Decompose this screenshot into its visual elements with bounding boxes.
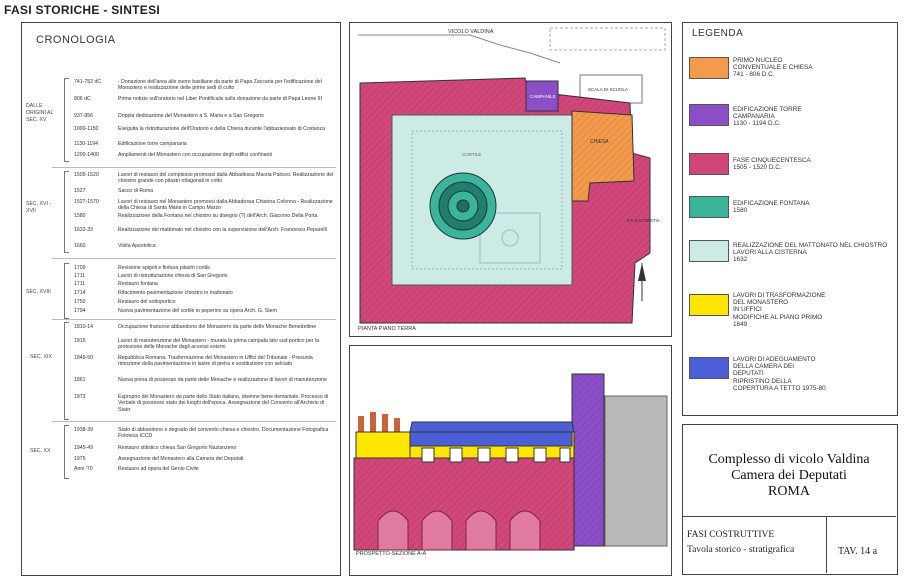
legend-line: FASE CINQUECENTESCA [733,157,811,164]
legend-item [733,57,893,79]
chronology-date: 1632-33 [74,227,94,233]
chronology-date: Anni '70 [74,466,93,472]
chronology-text: Lavori di ristrutturazione chiesa di San Gregorio [118,273,228,279]
legend-line: DEL MONASTERO [733,299,789,307]
legend-line: 1130 - 1194 D.C. [733,120,781,128]
legend-swatch [689,57,729,79]
chronology-text: Stato di abbandono e degrado del convento chiesa e chiostro. Documentazione Fotografica Fototeca ICCD [118,427,329,440]
drawing-phase: FASI COSTRUTTIVE [687,530,775,540]
legend-swatch [689,104,729,126]
legend-item [733,200,893,214]
legend-item [733,356,893,392]
phase-1975-roof [410,422,574,432]
legend-swatch [689,240,729,262]
chronology-text: Restauro fontana [118,281,158,287]
church-label: CHIESA [590,139,609,145]
chronology-text: Eseguita la ristrutturazione dell'Oratorio e della Chiesa durante l'abbaziessato di Costanza [118,126,326,132]
north-arrow-head-icon [638,263,646,281]
era-label: DALLE ORIGINI AL SEC. XV [26,103,54,123]
legend-item [733,157,893,171]
chronology-date: 1945-49 [74,445,94,451]
legend-item [733,106,893,128]
chronology-text: Restauro ad opera del Genio Civile [118,466,199,472]
campanile-label: CAMPANILE [530,94,556,99]
era-bracket [64,263,69,319]
project-title: Complesso di vicolo Valdina [708,452,870,467]
window [422,448,434,462]
legend-line: 1849 [733,320,748,328]
project-client: Camera dei Deputati [731,468,847,483]
legend-title: LEGENDA [692,28,744,39]
chronology-text: Rifacimento pavimentazione chiostro in mattonato [118,290,233,296]
parapet-statues [358,412,400,432]
legend-item [733,242,893,264]
title-block-vdivider [826,516,827,573]
era-bracket [64,322,69,420]
sheet-title: FASI STORICHE - SINTESI [4,3,161,17]
window [534,448,546,462]
chronology-date: 937-956 [74,113,94,119]
project-city: ROMA [767,484,810,499]
section-elevation-drawing [350,346,671,575]
chronology-date: 1711 [74,273,86,279]
chronology-text: Lavori di restauro del complesso promossi dalla Abbadessa Marzia Palcesi. Realizzazione del chiostro grande con pilastri ottagonali in cotto [118,172,334,185]
era-label: SEC. XX [30,448,51,454]
legend-item [733,292,893,328]
chronology-text: Assegnazione del Monastero alla Camera dei Deputati [118,456,244,462]
chronology-separator [52,258,336,259]
legend-line: LAVORI DI ADEGUAMENTO [733,356,816,363]
statue [382,414,388,432]
chronology-text: Revisione spigoli e finitura pilastri cortile [118,265,210,271]
chronology-date: 741-752 dC [74,79,102,85]
chronology-text: Ampliamenti del Monastero con occupazione degli edifici confinanti [118,152,272,158]
legend-line: EDIFICAZIONE FONTANA [733,200,810,207]
arch [378,511,408,550]
chronology-text: Visita Apostolica [118,243,156,249]
chronology-date: 1815 [74,338,86,344]
era-bracket [64,171,69,253]
chronology-date: 1938-39 [74,427,94,433]
chronology-text: Repubblica Romana. Trasformazione del Monastero in Uffici del Tribunale - Presunta rimozione della pavimentazione in lastre di pietra e sostituzione con selciato [118,355,313,368]
legend-line: LAVORI ALLA CISTERNA [733,249,807,257]
legend-swatch [689,294,729,316]
chronology-text: Edificazione torre campanaria [118,141,187,147]
legend-line: MODIFICHE AL PIANO PRIMO [733,313,823,321]
chronology-text: Doppia dedicazione del Monastero a S. Maria e a San Gregorio [118,113,264,119]
era-label: SEC. XVIII [26,289,51,295]
street-label: VICOLO VALDINA [448,29,494,35]
neighbor-building [605,396,667,546]
window [450,448,462,462]
legend-swatch [689,196,729,218]
chronology-text: Restauro stilistico chiesa San Gregorio Nazianzeno [118,445,237,451]
chronology-text: Nuova pavimentazione del cortile in peperino su opera Arch. G. Stern [118,308,278,314]
sheet-number: TAV. 14 a [838,546,878,557]
drawing-subtitle: Tavola storico - stratigrafica [687,545,795,555]
window [478,448,490,462]
chronology-separator [52,319,336,320]
chronology-text: Sacco di Roma [118,188,154,194]
legend-line: EDIFICAZIONE TORRE [733,106,802,113]
statue [358,416,364,432]
phase-1849-left [356,432,410,458]
floor-plan-drawing [350,23,671,336]
era-bracket [64,425,69,479]
chronology-date: 1711 [74,281,86,287]
legend-swatch [689,357,729,379]
legend-line: 1505 - 1520 D.C. [733,164,782,172]
era-bracket [64,78,69,162]
chronology-date: 806 dC [74,96,91,102]
chronology-date: 1505-1520 [74,172,99,178]
plan-panel [349,22,672,337]
chronology-date: 1200-1400 [74,152,99,158]
statue [394,418,400,432]
chronology-date: 1527 [74,188,86,194]
chronology-separator [52,167,336,168]
chronology-text: Lavori di manutenzione del Monastero - murata la prima campata lato sud portico per la protezione delle Monache dagli accessi esterni [118,338,319,351]
legend-swatch [689,153,729,175]
legend-line: 1632 [733,256,748,264]
legend-line: IN UFFICI [733,306,762,314]
arch [422,511,452,550]
arch [466,511,496,550]
chronology-separator [52,421,336,422]
legend-line: RIPRISTINO DELLA [733,377,792,385]
chronology-date: 1000-1150 [74,126,99,132]
chronology-text: - Donazione dell'area alle suore basiliane da parte di Papa Zaccaria per l'edificazione del Monastero e realizzazione delle prime sedi di culto [118,79,322,92]
chronology-text: Realizzazione del mattonato nel chiostro con la supervisione dell'Arch. Francesco Peparelli [118,227,327,233]
plan-caption: PIANTA PIANO TERRA [358,326,416,332]
legend-line: 1580 [733,207,748,215]
chronology-date: 1714 [74,290,86,296]
chronology-text: Occupazione francese abbandono del Monastero da parte delle Monache Benedettine [118,324,317,330]
chronology-text: Esproprio del Monastero da parte dello Stato italiano, divenne bene demaniale. Processo di Verbale di possesso stato dei luoghi dell'epoca. Assegnazione del Convento all'Archivio di Stato [118,394,329,413]
bell-tower-hatch [572,374,604,546]
section-caption: PROSPETTO-SEZIONE A-A [356,551,427,557]
sacristy-label: EX SACRESTIA [627,218,660,223]
chronology-date: 1810-14 [74,324,94,330]
chronology-date: 1130-1194 [74,141,99,147]
chronology-text: Realizzazione della Fontana nel chiostro su disegno (?) dell'Arch. Giacomo Della Porta [118,213,318,219]
cortile-label: CORTILE [462,152,482,157]
chronology-date: 1861 [74,377,86,383]
section-panel [349,345,672,576]
chronology-date: 1750 [74,299,86,305]
legend-line: PRIMO NUCLEO [733,57,783,64]
legend-line: CAMPANARIA [733,113,775,121]
window [506,448,518,462]
arch [510,511,540,550]
statue [370,412,376,432]
legend-line: CONVENTUALE E CHIESA [733,64,813,72]
window [560,448,570,462]
legend-line: 741 - 806 D.C. [733,71,775,79]
fountain-center [457,200,469,212]
neighbor-outline [550,28,665,50]
phase-1975-band [410,432,572,446]
title-block-divider [682,516,896,517]
legend-line: LAVORI DI TRASFORMAZIONE [733,292,826,299]
chronology-text: Lavori di restauro nel Monastero promossi dalla Abbadessa Chiarina Colonna - Realizzazione della Chiesa di Santa Maria in Campo Marzo [118,199,333,212]
street-line [358,35,560,63]
chronology-text: Restauro del sottoportico [118,299,176,305]
era-label: SEC. XIX [30,354,52,360]
chronology-text: Prime notizie sull'oratorio nel Liber Pontificalis sulla donazione da parte di Papa Leone III [118,96,322,102]
chronology-date: 1975 [74,456,86,462]
legend-line: REALIZZAZIONE DEL MATTONATO NEL CHIOSTRO [733,242,888,249]
chronology-heading: CRONOLOGIA [36,34,116,46]
era-label: SEC. XVI - XVII [26,201,52,214]
chronology-date: 1660 [74,243,86,249]
chronology-text: Nuova presa di possesso da parte delle Monache e realizzazione di lavori di manutenzione [118,377,327,383]
chronology-date: 1709 [74,265,86,271]
legend-line: COPERTURA A TETTO 1975-80 [733,384,826,392]
chronology-date: 1527-1570 [74,199,99,205]
legend-line: DELLA CAMERA DEI [733,363,795,371]
chronology-date: 1849-50 [74,355,94,361]
stairs-label: SCALA DI SCUOLA [588,87,629,92]
chronology-date: 1873 [74,394,86,400]
chronology-date: 1794 [74,308,86,314]
legend-line: DEPUTATI [733,370,764,378]
chronology-date: 1580 [74,213,86,219]
